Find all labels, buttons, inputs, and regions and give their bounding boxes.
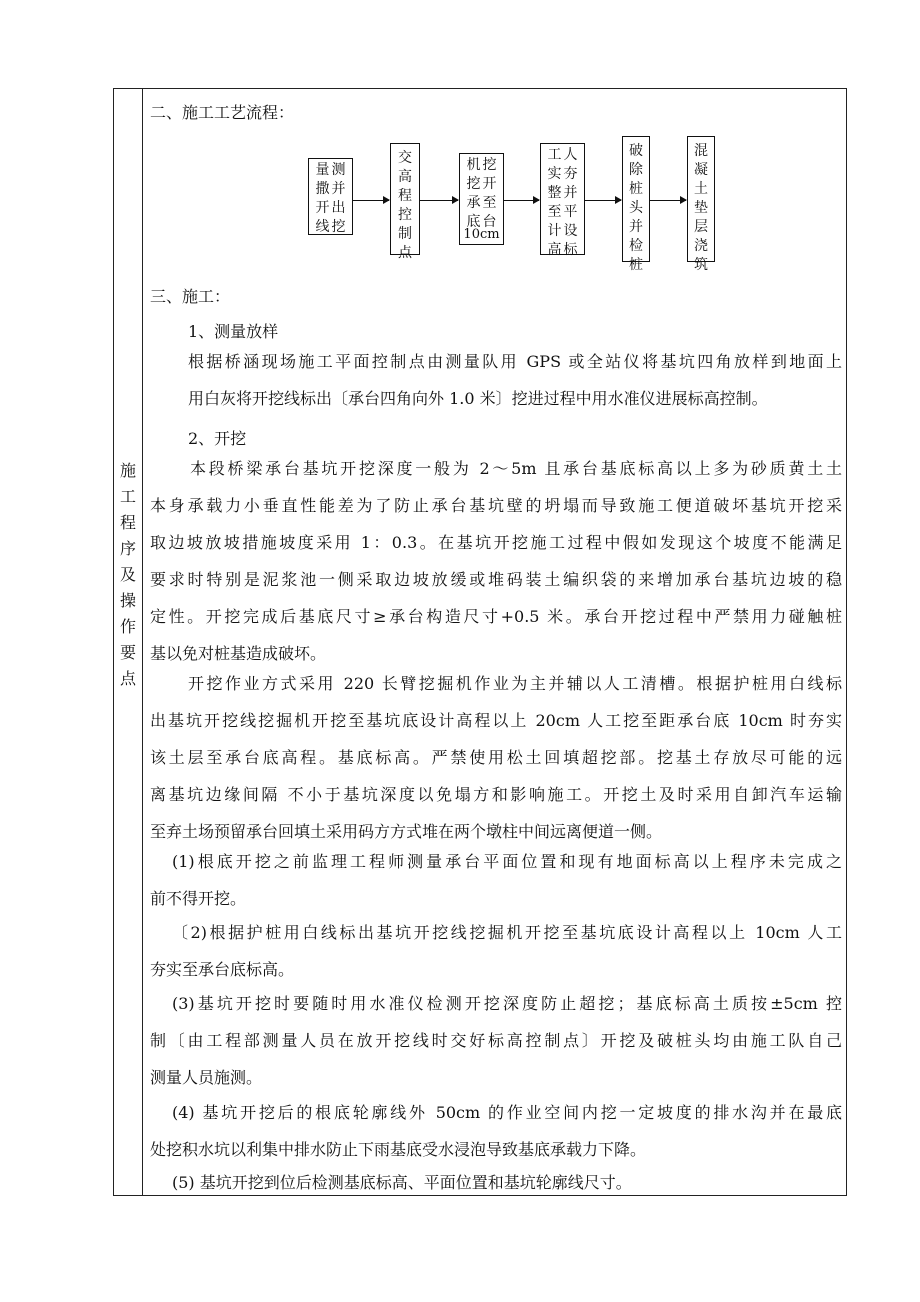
- flow-box-char: 挖: [482, 157, 497, 173]
- side-label-char: 要: [119, 643, 136, 662]
- flow-box-char: 头: [629, 200, 643, 216]
- flow-box-char: 工: [547, 147, 562, 163]
- paragraph-line: 离基坑边缘间隔 不小于基坑深度以免塌方和影响施工。开挖土及时采用自卸汽车运输: [150, 785, 842, 804]
- subsection-1-title: 1、测量放样: [188, 322, 279, 341]
- flow-box-char: 测: [331, 162, 346, 178]
- paragraph-line: (3)基坑开挖时要随时用水准仪检测开挖深度防止超挖；基底标高土质按±5cm 控: [172, 994, 842, 1013]
- paragraph-line: 本身承载力小垂直性能差为了防止承台基坑壁的坍塌而导致施工便道破坏基坑开挖采: [150, 496, 842, 515]
- flow-box-char: 整: [547, 185, 562, 201]
- side-label-char: 施: [119, 461, 136, 480]
- flow-box-char: 混: [694, 143, 708, 159]
- paragraph-line: 处挖积水坑以利集中排水防止下雨基底受水浸泡导致基底承载力下降。: [150, 1140, 647, 1159]
- side-label: [114, 458, 142, 692]
- item-3: [150, 985, 842, 1096]
- flow-box-char: 高: [398, 169, 412, 185]
- paragraph-line: 根据桥涵现场施工平面控制点由测量队用 GPS 或全站仪将基坑四角放样到地面上: [188, 352, 842, 371]
- paragraph-line: 制〔由工程部测量人员在放开挖线时交好标高控制点〕开挖及破桩头均由施工队自己: [150, 1031, 842, 1050]
- flow-box-char: 至: [547, 204, 562, 220]
- side-label-char: 作: [119, 617, 136, 636]
- flow-box-char: 撒: [315, 181, 330, 197]
- flow-box-char: 并: [331, 181, 346, 197]
- paragraph-line: 测量人员施测。: [150, 1068, 263, 1087]
- flow-box-char: 实: [547, 166, 562, 182]
- flow-box-char: 挖: [331, 219, 346, 235]
- paragraph-line: (1)根底开挖之前监理工程师测量承台平面位置和现有地面标高以上程序未完成之: [172, 852, 842, 871]
- paragraph-line: 本段桥梁承台基坑开挖深度一般为 2～5m 且承台基底标高以上多为砂质黄土土: [190, 459, 842, 478]
- paragraph-line: 前不得开挖。: [150, 889, 247, 908]
- flow-box-char: 人: [563, 147, 578, 163]
- flow-box-char: 设: [563, 223, 578, 239]
- flow-box-char: 开: [315, 200, 330, 216]
- flow-box-char: 桩: [629, 181, 643, 197]
- flow-box-char: 控: [398, 207, 412, 223]
- section-2-title: 二、施工工艺流程：: [150, 103, 295, 122]
- flow-box-char: 除: [629, 162, 643, 178]
- flow-box-char: 层: [694, 219, 708, 235]
- flow-box-char: 检: [629, 238, 643, 254]
- flow-box-char: 并: [629, 219, 643, 235]
- item-1: [150, 843, 842, 917]
- paragraph-line: 基以免对桩基造成破坏。: [150, 644, 327, 663]
- column-divider: [142, 88, 143, 1196]
- side-label-char: 及: [119, 565, 136, 584]
- flow-box-char: 线: [315, 219, 330, 235]
- flow-box-char: 计: [547, 223, 562, 239]
- flow-box-char: 交: [398, 150, 412, 166]
- paragraph-excavation-method: [150, 665, 842, 850]
- paragraph-line: (5) 基坑开挖到位后检测基底标高、平面位置和基坑轮廓线尺寸。: [172, 1173, 632, 1192]
- flow-box-char: 台: [482, 214, 497, 230]
- flow-box-char: 出: [331, 200, 346, 216]
- flow-box-char: 挖: [466, 176, 481, 192]
- paragraph-line: 出基坑开挖线挖掘机开挖至基坑底设计高程以上 20cm 人工挖至距承台底 10cm 时夯实: [150, 711, 842, 730]
- flow-box-char: 夯: [563, 166, 578, 182]
- flow-box-char: 机: [466, 157, 481, 173]
- item-2: [150, 914, 842, 988]
- flow-box-char: 平: [563, 204, 578, 220]
- flow-box-char: 桩: [629, 257, 643, 273]
- flow-box-char: 标: [563, 242, 578, 258]
- paragraph-line: 夯实至承台底标高。: [150, 960, 295, 979]
- flow-box-char: 垫: [694, 200, 708, 216]
- paragraph-line: 取边坡放坡措施坡度采用 1：0.3。在基坑开挖施工过程中假如发现这个坡度不能满足: [150, 533, 842, 552]
- flow-box-char: 承: [466, 195, 481, 211]
- side-label-char: 程: [119, 513, 136, 532]
- paragraph-line: 开挖作业方式采用 220 长臂挖掘机作业为主并辅以人工清槽。根据护桩用白线标: [188, 674, 842, 693]
- paragraph-line: 〔2)根据护桩用白线标出基坑开挖线挖掘机开挖至基坑底设计高程以上 10cm 人工: [172, 923, 842, 942]
- flow-box-char: 高: [547, 242, 562, 258]
- flow-box-char: 浇: [694, 238, 708, 254]
- flow-box-char: 筑: [694, 257, 708, 273]
- flow-box-char: 凝: [694, 162, 708, 178]
- item-4: [150, 1094, 842, 1168]
- item-5: [150, 1164, 842, 1201]
- flow-box-char: 底: [466, 214, 481, 230]
- flow-box-char: 程: [398, 188, 412, 204]
- side-label-char: 操: [119, 591, 136, 610]
- paragraph-line: 至弃土场预留承台回填土采用码方方式堆在两个墩柱中间远离便道一侧。: [150, 822, 663, 841]
- flow-box-char: 并: [563, 185, 578, 201]
- paragraph-excavation-depth: [150, 450, 842, 672]
- flow-box-char: 点: [398, 245, 412, 261]
- flow-box-char: 至: [482, 195, 497, 211]
- side-label-char: 序: [119, 539, 136, 558]
- flow-box-char: 土: [694, 181, 708, 197]
- flow-box-char: 开: [482, 176, 497, 192]
- subsection-2-title: 2、开挖: [188, 429, 247, 448]
- flow-box-char: 破: [629, 143, 643, 159]
- section-3-title: 三、施工：: [150, 287, 231, 306]
- flow-box-char: 制: [398, 226, 412, 242]
- paragraph-line: 该土层至承台底高程。基底标高。严禁使用松土回填超挖部。挖基土存放尽可能的远: [150, 748, 842, 767]
- paragraph-line: 用白灰将开挖线标出〔承台四角向外 1.0 米〕挖进过程中用水准仪进展标高控制。: [188, 389, 768, 408]
- paragraph-survey: [188, 343, 842, 417]
- paragraph-line: (4) 基坑开挖后的根底轮廓线外 50cm 的作业空间内挖一定坡度的排水沟并在最底: [172, 1103, 842, 1122]
- paragraph-line: 要求时特别是泥浆池一侧采取边坡放缓或堆码装土编织袋的来增加承台基坑边坡的稳: [150, 570, 842, 589]
- paragraph-line: 定性。开挖完成后基底尺寸≥承台构造尺寸+0.5 米。承台开挖过程中严禁用力碰触桩: [150, 607, 842, 626]
- flow-box-footer: 10cm: [463, 227, 500, 242]
- side-label-char: 工: [119, 487, 136, 506]
- flow-box-char: 量: [315, 162, 330, 178]
- side-label-char: 点: [119, 669, 136, 688]
